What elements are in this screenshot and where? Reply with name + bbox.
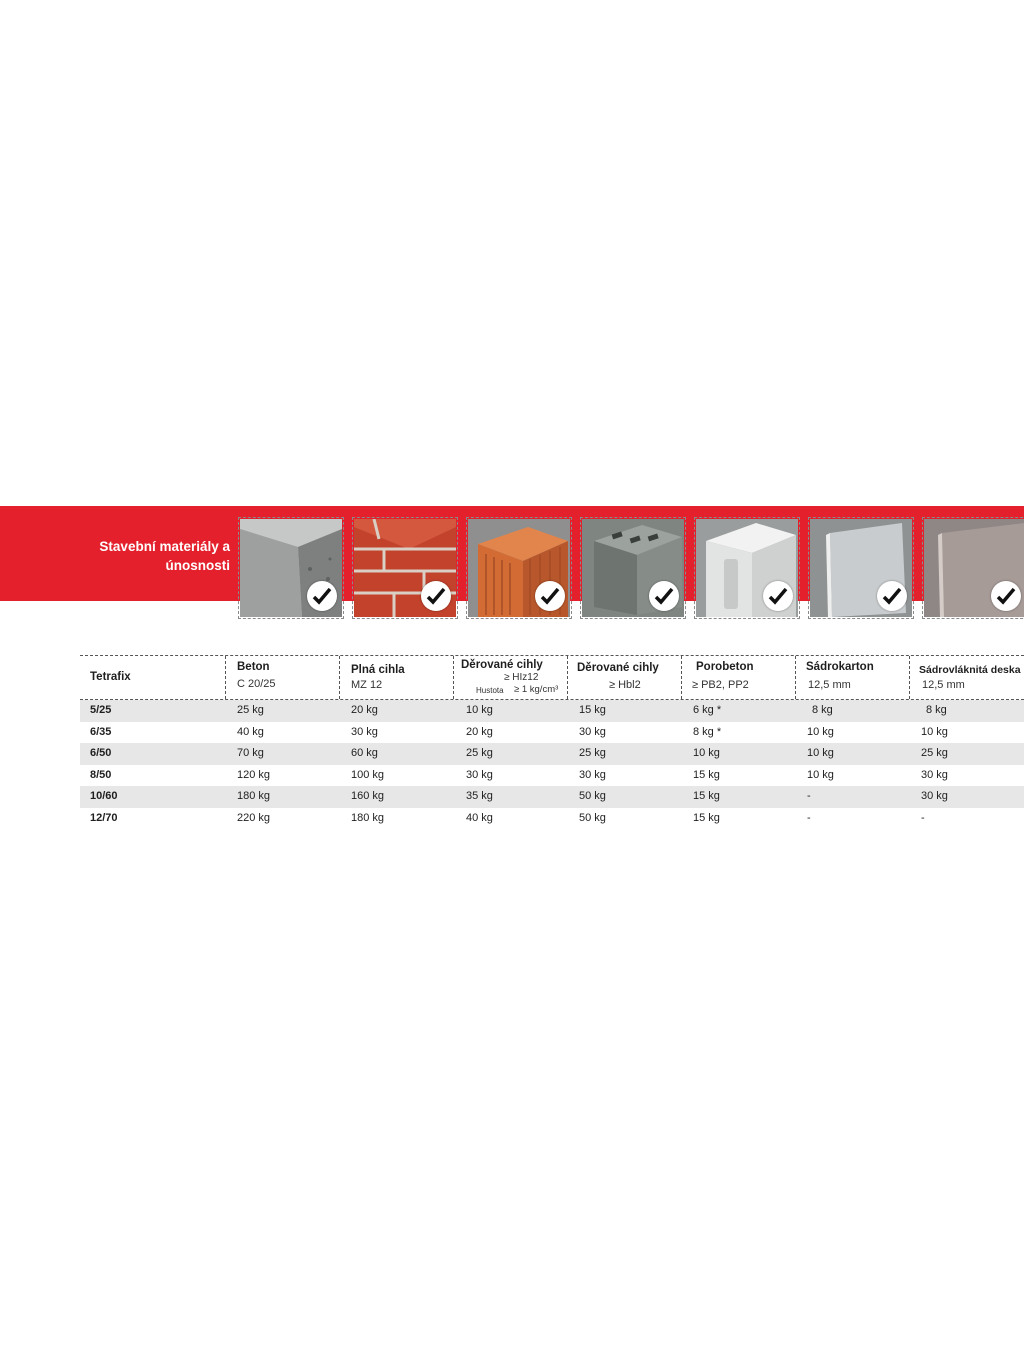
checkmark-icon — [307, 581, 337, 611]
table-row — [80, 765, 1024, 787]
density-value: ≥ 1 kg/cm³ — [514, 684, 559, 695]
header-cell-derovane-cihly-1 — [454, 656, 568, 699]
checkmark-icon — [535, 581, 565, 611]
row-size: 8/50 — [90, 768, 112, 781]
cell-value: 60 kg — [351, 747, 378, 760]
cell-value: 10 kg — [807, 768, 834, 781]
cell-value: 70 kg — [237, 747, 264, 760]
header-cell-sadrovlaknita-deska — [910, 656, 1024, 699]
cell-value: 160 kg — [351, 790, 385, 803]
cell-value: 25 kg — [466, 747, 493, 760]
column-name: Děrované cihly — [461, 659, 543, 671]
cell-value: 50 kg — [579, 811, 606, 824]
cell-value: 25 kg — [921, 747, 948, 760]
column-sub: ≥ HIz12 — [504, 672, 539, 683]
row-size: 10/60 — [90, 790, 118, 803]
checkmark-icon — [877, 581, 907, 611]
cell-value: 15 kg — [693, 811, 720, 824]
cell-value: - — [807, 811, 811, 824]
section-title-line-2: únosnosti — [165, 558, 230, 573]
section-title — [80, 537, 230, 575]
cell-value: 30 kg — [579, 768, 606, 781]
table-header — [80, 655, 1024, 700]
load-table — [80, 655, 1024, 830]
cell-value: - — [921, 811, 925, 824]
cell-value: 8 kg — [926, 704, 947, 716]
column-sub: 12,5 mm — [808, 679, 851, 691]
cell-value: 40 kg — [237, 725, 264, 738]
row-size: 5/25 — [90, 704, 112, 716]
header-cell-tetrafix — [80, 656, 226, 699]
checkmark-icon — [649, 581, 679, 611]
cell-value: 180 kg — [351, 811, 385, 824]
cell-value: 40 kg — [466, 811, 493, 824]
cell-value: 30 kg — [921, 790, 948, 803]
density-label: Hustota — [476, 686, 504, 695]
header-cell-plna-cihla — [340, 656, 454, 699]
cell-value: 10 kg — [807, 747, 834, 760]
cell-value: 30 kg — [921, 768, 948, 781]
checkmark-icon — [991, 581, 1021, 611]
row-size: 6/50 — [90, 747, 112, 760]
cell-value: 15 kg — [693, 790, 720, 803]
cell-value: 15 kg — [693, 768, 720, 781]
table-row — [80, 808, 1024, 830]
table-row — [80, 786, 1024, 808]
column-name: Beton — [237, 661, 270, 673]
cell-value: 8 kg — [812, 704, 833, 716]
cell-value: 30 kg — [466, 768, 493, 781]
column-name: Sádrokarton — [806, 661, 874, 673]
cell-value: 10 kg — [921, 725, 948, 738]
cell-value: 8 kg * — [693, 725, 722, 738]
cell-value: 25 kg — [579, 747, 606, 760]
cell-value: 30 kg — [351, 725, 378, 738]
cell-value: 10 kg — [807, 725, 834, 738]
row-header-label: Tetrafix — [90, 671, 131, 683]
table-row — [80, 743, 1024, 765]
concrete-hollow-block-icon — [582, 519, 684, 617]
cell-value: 35 kg — [466, 790, 493, 803]
cell-value: 25 kg — [237, 704, 264, 716]
column-name: Porobeton — [696, 661, 754, 673]
column-sub: ≥ PB2, PP2 — [692, 679, 749, 691]
column-sub: MZ 12 — [351, 679, 383, 691]
cell-value: 100 kg — [351, 768, 385, 781]
column-name: Sádrovláknitá deska — [919, 664, 1021, 676]
cell-value: 220 kg — [237, 811, 271, 824]
checkmark-icon — [763, 581, 793, 611]
header-cell-derovane-cihly-2 — [568, 656, 682, 699]
cell-value: 10 kg — [693, 747, 720, 760]
cell-value: 30 kg — [579, 725, 606, 738]
cell-value: - — [807, 790, 811, 803]
concrete-block-icon — [240, 519, 342, 617]
column-name: Plná cihla — [351, 664, 405, 676]
column-sub: ≥ Hbl2 — [609, 679, 641, 691]
column-sub: 12,5 mm — [922, 679, 965, 691]
solid-brick-icon — [354, 519, 456, 617]
header-cell-porobeton — [682, 656, 796, 699]
checkmark-icon — [421, 581, 451, 611]
cell-value: 10 kg — [466, 704, 493, 716]
aerated-concrete-icon — [696, 519, 798, 617]
plasterboard-icon — [810, 519, 912, 617]
perforated-brick-icon — [468, 519, 570, 617]
section-title-line-1: Stavební materiály a — [99, 539, 230, 554]
cell-value: 180 kg — [237, 790, 271, 803]
gypsum-fibreboard-icon — [924, 519, 1024, 617]
header-cell-beton — [226, 656, 340, 699]
column-sub: C 20/25 — [237, 678, 276, 690]
column-name: Děrované cihly — [577, 662, 659, 674]
header-cell-sadrokarton — [796, 656, 910, 699]
cell-value: 50 kg — [579, 790, 606, 803]
cell-value: 20 kg — [466, 725, 493, 738]
cell-value: 15 kg — [579, 704, 606, 716]
row-size: 6/35 — [90, 725, 112, 738]
table-row — [80, 700, 1024, 722]
cell-value: 120 kg — [237, 768, 271, 781]
cell-value: 20 kg — [351, 704, 378, 716]
row-size: 12/70 — [90, 811, 118, 824]
table-row — [80, 722, 1024, 744]
cell-value: 6 kg * — [693, 704, 722, 716]
